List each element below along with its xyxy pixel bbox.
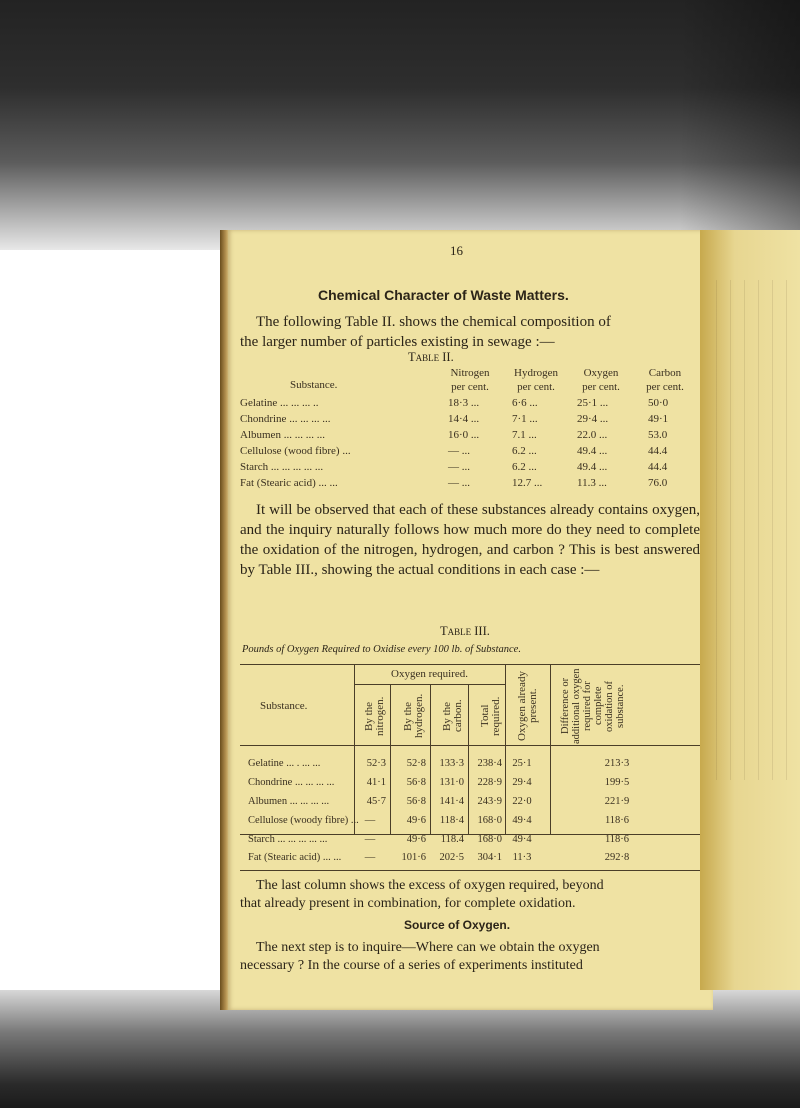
table-3-cell: 228·9	[477, 777, 502, 788]
table-2-cell: 14·4 ...	[448, 413, 480, 425]
table-2-cell: — ...	[448, 477, 470, 489]
page-heading: Chemical Character of Waste Matters.	[318, 287, 569, 303]
table-2-header-hydrogen	[505, 366, 567, 394]
table-3-cell: 56·8	[406, 777, 426, 788]
table-2-cell: 49.4 ...	[577, 445, 608, 457]
table-3-row-name: Gelatine ... . ... ...	[248, 758, 321, 769]
table-2-row-name: Cellulose (wood fibre) ...	[240, 445, 351, 457]
table-2-cell: 50·0	[648, 397, 669, 409]
table-3-final-rule	[240, 870, 700, 871]
table-3-cell: 41·1	[366, 777, 386, 788]
table-3-col-rule	[505, 664, 506, 834]
table-3-cell: 29·4	[512, 777, 532, 788]
table-2-header-oxygen-l1: Oxygen	[583, 367, 619, 379]
table-3-cell: 202·5	[439, 852, 464, 863]
table-3-cell: 133·3	[439, 758, 464, 769]
table-2-row-name: Gelatine ... ... ... ..	[240, 397, 319, 409]
table-2-header-oxygen-l2: per cent.	[582, 381, 620, 393]
table-2-cell: 12.7 ...	[512, 477, 543, 489]
section-heading-source-of-oxygen: Source of Oxygen.	[404, 918, 511, 932]
table-2-header-nitrogen-l2: per cent.	[451, 381, 489, 393]
table-3-cell: 22·0	[512, 796, 532, 807]
table-3-row-name: Starch ... ... ... ... ...	[248, 834, 328, 845]
table-3-substance-header: Substance.	[260, 700, 308, 712]
table-3-cell: 141·4	[439, 796, 464, 807]
table-3-cell: 238·4	[477, 758, 502, 769]
table-2-header-carbon	[634, 366, 696, 394]
table-3-cell: 25·1	[512, 758, 532, 769]
table-2-header-carbon-l1: Carbon	[648, 367, 682, 379]
table-3-cell: 49·4	[512, 815, 532, 826]
table-3-col-header-carbon: By the carbon.	[441, 699, 464, 733]
table-3-col-header-total: Total required.	[479, 696, 502, 736]
table-2-cell: 44.4	[648, 445, 668, 457]
para4-line-1: The next step is to inquire—Where can we obtain the oxygen	[256, 940, 600, 955]
table-3-row-name: Albumen ... ... ... ...	[248, 796, 330, 807]
table-3-cell: 52·3	[366, 758, 386, 769]
table-3-cell: 131·0	[439, 777, 464, 788]
table-3-cell: 168·0	[477, 815, 502, 826]
table-3-subtitle: Pounds of Oxygen Required to Oxidise every 100 lb. of Substance.	[242, 644, 521, 655]
table-3-cell: —	[364, 852, 376, 863]
table-3-cell: 243·9	[477, 796, 502, 807]
table-3-cell: 45·7	[366, 796, 386, 807]
table-3-cell: 292·8	[604, 852, 630, 863]
table-2-row-name: Fat (Stearic acid) ... ...	[240, 477, 338, 489]
table-2-header-nitrogen-l1: Nitrogen	[450, 367, 490, 379]
table-3-col-header-nitrogen: By the nitrogen.	[363, 696, 386, 736]
table-3-top-rule	[240, 664, 700, 665]
table-3	[240, 664, 700, 834]
page-number: 16	[450, 243, 463, 258]
table-2-row-name: Albumen ... ... ... ...	[240, 429, 325, 441]
para4-line-2: necessary ? In the course of a series of experiments instituted	[240, 958, 583, 973]
table-2-cell: 53.0	[648, 429, 668, 441]
table-3-cell: —	[364, 834, 376, 845]
table-3-row-name: Cellulose (woody fibre) ...	[248, 815, 359, 826]
table-2-cell: 49·1	[648, 413, 669, 425]
table-3-col-rule	[550, 664, 551, 834]
table-2-title: Table II.	[408, 350, 454, 364]
table-2-header-hydrogen-l2: per cent.	[517, 381, 555, 393]
table-3-cell: 49·6	[406, 815, 426, 826]
table-3-group-header: Oxygen required.	[391, 668, 468, 680]
table-3-title: Table III.	[440, 624, 490, 638]
table-2-cell: 7·1 ...	[512, 413, 538, 425]
table-3-header-rule	[240, 745, 700, 746]
table-2-cell: 6.2 ...	[512, 461, 537, 473]
table-2-cell: 16·0 ...	[448, 429, 480, 441]
table-2-cell: 6·6 ...	[512, 397, 538, 409]
table-3-cell: 118·6	[604, 834, 630, 845]
table-2-cell: — ...	[448, 461, 470, 473]
table-2-substance-header: Substance.	[290, 379, 338, 391]
table-3-cell: 118·6	[604, 815, 630, 826]
table-3-row-name: Fat (Stearic acid) ... ...	[248, 852, 342, 863]
intro-line-1: The following Table II. shows the chemical composition of	[256, 314, 611, 330]
table-2-row-name: Starch ... ... ... ... ...	[240, 461, 324, 473]
table-2-cell: 18·3 ...	[448, 397, 480, 409]
table-2-cell: 7.1 ...	[512, 429, 537, 441]
table-2-cell: — ...	[448, 445, 470, 457]
table-3-cell: 168·0	[477, 834, 502, 845]
table-2-header-oxygen	[570, 366, 632, 394]
table-2-cell: 25·1 ...	[577, 397, 609, 409]
table-3-col-header-already-present: Oxygen already present.	[516, 671, 539, 741]
table-3-cell: 49·6	[406, 834, 426, 845]
table-2-cell: 76.0	[648, 477, 668, 489]
intro-line-2: the larger number of particles existing in sewage :—	[240, 334, 555, 350]
table-3-cell: 118·4	[439, 815, 464, 826]
table-3-cell: 221·9	[604, 796, 630, 807]
table-2-cell: 44.4	[648, 461, 668, 473]
table-3-col-header-hydrogen: By the hydrogen.	[402, 693, 425, 739]
table-3-cell: —	[364, 815, 376, 826]
paragraph-oxidation-question: It will be observed that each of these substances already contains oxygen, and the inquiry naturally follows how much more do they need to complete the oxidation of the nitrogen, hydrogen, and carbon ? This is best answered by Table III., showing the actual conditions in each case :—	[240, 502, 700, 578]
table-3-col-rule	[354, 664, 355, 834]
facing-page-rotated-text	[716, 280, 796, 780]
table-2-cell: 29·4 ...	[577, 413, 609, 425]
table-3-cell: 213·3	[604, 758, 630, 769]
table-2-cell: 11.3 ...	[577, 477, 607, 489]
table-3-cell: 56·8	[406, 796, 426, 807]
table-2-cell: 22.0 ...	[577, 429, 608, 441]
para3-line-2: that already present in combination, for complete oxidation.	[240, 896, 576, 911]
table-2-header-hydrogen-l1: Hydrogen	[514, 367, 558, 379]
table-3-row-name: Chondrine ... ... ... ...	[248, 777, 335, 788]
table-3-cell: 49·4	[512, 834, 532, 845]
table-3-cell: 199·5	[604, 777, 630, 788]
top-shadow-background	[0, 0, 800, 250]
table-2-cell: 49.4 ...	[577, 461, 608, 473]
table-3-cell: 118.4	[440, 834, 464, 845]
table-2-header-nitrogen	[440, 366, 500, 394]
table-3-cell: 304·1	[477, 852, 502, 863]
table-2-row-name: Chondrine ... ... ... ...	[240, 413, 331, 425]
table-3-cell: 101·6	[401, 852, 426, 863]
para3-line-1: The last column shows the excess of oxygen required, beyond	[256, 878, 604, 893]
table-3-col-header-difference: Difference or additional oxygen required for complete oxidation of substance.	[560, 668, 626, 744]
table-2-header-carbon-l2: per cent.	[646, 381, 684, 393]
table-2-cell: 6.2 ...	[512, 445, 537, 457]
table-3-cell: 52·8	[406, 758, 426, 769]
table-3-cell: 11·3	[512, 852, 532, 863]
